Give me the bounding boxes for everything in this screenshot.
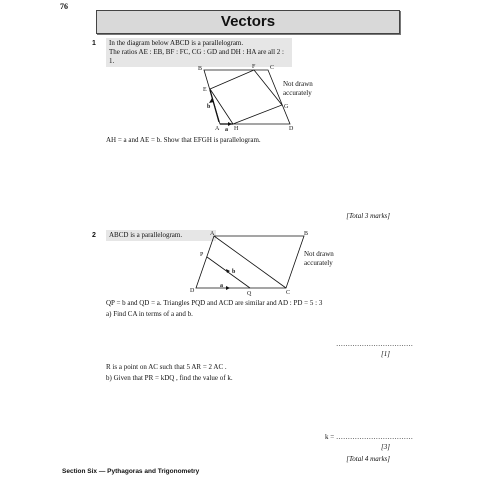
diagonal-ac [214, 236, 286, 288]
vertex-label-H: H [234, 126, 239, 132]
vertex-label-C-1: C [270, 65, 275, 71]
parallelogram-diagram-1 [190, 62, 340, 137]
vector-label-a-2: a [220, 283, 223, 289]
page-title: Vectors [220, 13, 276, 30]
k-answer [325, 433, 413, 442]
section-footer: Section Six — Pythagoras and Trigonometry [62, 468, 200, 475]
vertex-label-B-1: B [198, 66, 203, 72]
vertex-label-A-2: A [210, 231, 215, 237]
k-prefix: k = [325, 433, 336, 441]
vertex-label-D-1: D [289, 126, 294, 132]
vector-label-b-1: b [207, 104, 211, 110]
question-2-part-a: a) Find CA in terms of a and b. [106, 310, 193, 318]
question-1-number: 1 [92, 40, 96, 47]
vector-label-a-1: a [225, 127, 228, 133]
arrowhead-a-2 [226, 286, 230, 290]
vertex-label-P: P [200, 252, 204, 258]
question-2-intro: ABCD is a parallelogram. [106, 230, 216, 241]
question-2-r-line: R is a point on AC such that 5 AR = 2 AC . [106, 363, 227, 371]
segment-pq [207, 257, 250, 288]
vector-b-arrow-1 [210, 90, 219, 122]
question-2-statement: QP = b and QD = a. Triangles PQD and ACD are similar and AD : PD = 5 : 3 [106, 299, 323, 307]
vector-label-b-2: b [232, 269, 236, 275]
page-number: 76 [60, 2, 68, 11]
vertex-label-D-2: D [190, 288, 195, 294]
parallelogram-diagram-2 [190, 228, 316, 297]
question-2-number: 2 [92, 232, 96, 239]
vertex-label-E: E [203, 87, 207, 93]
arrowhead-a-1 [228, 122, 232, 126]
vertex-label-F: F [252, 64, 256, 70]
vertex-label-G: G [284, 104, 289, 110]
question-1-instruction: AH = a and AE = b. Show that EFGH is parallelogram. [106, 136, 261, 144]
title-bar [96, 10, 400, 34]
answer-line-k: …………………………… [335, 433, 413, 441]
question-1-total: [Total 3 marks] [346, 212, 390, 220]
question-1-line1: In the diagram below ABCD is a parallelogram. [109, 39, 244, 47]
vertex-label-C-2: C [286, 290, 291, 296]
answer-line-a: …………………………… [336, 340, 413, 348]
question-2-part-b: b) Given that PR = kDQ , find the value of k. [106, 374, 233, 382]
not-drawn-note-1: Not drawn accurately [283, 80, 313, 97]
question-1-line2: The ratios AE : EB, BF : FC, CG : GD and DH : HA are all 2 : 1. [109, 48, 284, 65]
mark-a: [1] [381, 350, 390, 358]
not-drawn-note-2: Not drawn accurately [304, 250, 334, 267]
question-2-total: [Total 4 marks] [346, 455, 390, 463]
vertex-label-Q: Q [247, 291, 252, 297]
mark-b: [3] [381, 443, 390, 451]
vertex-label-A-1: A [215, 126, 220, 132]
vertex-label-B-2: B [304, 231, 309, 237]
